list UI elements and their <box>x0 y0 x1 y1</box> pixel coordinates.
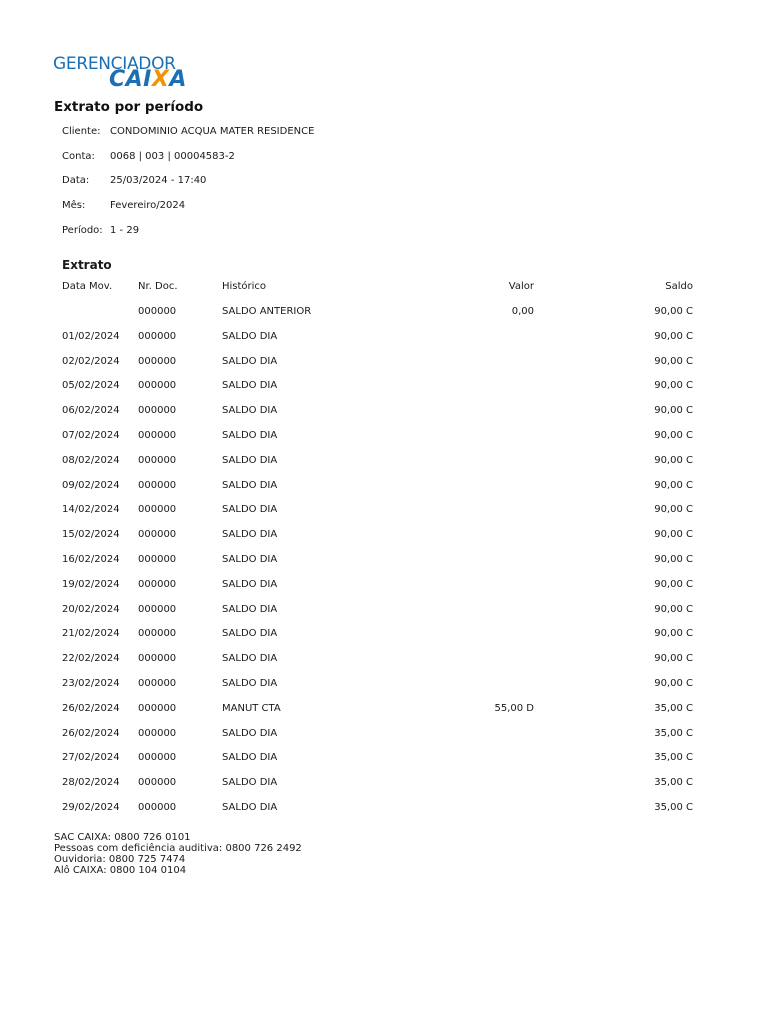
cell-history: SALDO DIA <box>222 678 278 689</box>
table-row <box>0 678 768 692</box>
footer-line: Alô CAIXA: 0800 104 0104 <box>54 865 187 876</box>
info-row <box>62 225 139 236</box>
cell-history: SALDO DIA <box>222 728 278 739</box>
cell-balance: 90,00 C <box>654 504 693 515</box>
cell-balance: 35,00 C <box>654 802 693 813</box>
cell-balance: 90,00 C <box>654 628 693 639</box>
cell-date: 16/02/2024 <box>62 554 120 565</box>
cell-value: 0,00 <box>511 306 534 317</box>
cell-balance: 90,00 C <box>654 430 693 441</box>
cell-date: 14/02/2024 <box>62 504 120 515</box>
cell-balance: 90,00 C <box>654 604 693 615</box>
cell-history: SALDO DIA <box>222 356 278 367</box>
table-row <box>0 480 768 494</box>
info-value: 1 - 29 <box>110 225 140 236</box>
info-label: Cliente: <box>62 126 101 137</box>
info-value: 0068 | 003 | 00004583-2 <box>110 151 235 162</box>
cell-balance: 90,00 C <box>654 579 693 590</box>
cell-doc: 000000 <box>138 604 177 615</box>
header-doc: Nr. Doc. <box>138 281 178 292</box>
cell-balance: 90,00 C <box>654 356 693 367</box>
info-label: Período: <box>62 225 103 236</box>
cell-doc: 000000 <box>138 628 177 639</box>
cell-history: SALDO DIA <box>222 554 278 565</box>
cell-history: SALDO DIA <box>222 653 278 664</box>
cell-balance: 35,00 C <box>654 703 693 714</box>
table-row <box>0 703 768 717</box>
table-row <box>0 380 768 394</box>
cell-date: 26/02/2024 <box>62 703 120 714</box>
cell-balance: 90,00 C <box>654 380 693 391</box>
cell-history: SALDO DIA <box>222 504 278 515</box>
cell-history: SALDO DIA <box>222 628 278 639</box>
cell-date: 08/02/2024 <box>62 455 120 466</box>
header-value: Valor <box>508 281 534 292</box>
cell-doc: 000000 <box>138 504 177 515</box>
cell-history: SALDO DIA <box>222 529 278 540</box>
table-row <box>0 752 768 766</box>
cell-date: 27/02/2024 <box>62 752 120 763</box>
cell-doc: 000000 <box>138 752 177 763</box>
table-row <box>0 430 768 444</box>
cell-balance: 35,00 C <box>654 777 693 788</box>
cell-history: SALDO DIA <box>222 455 278 466</box>
cell-history: SALDO DIA <box>222 752 278 763</box>
cell-date: 23/02/2024 <box>62 678 120 689</box>
cell-date: 15/02/2024 <box>62 529 120 540</box>
logo-caixa-part-a: CAI <box>109 67 152 92</box>
cell-doc: 000000 <box>138 802 177 813</box>
footer-line: Ouvidoria: 0800 725 7474 <box>54 854 186 865</box>
table-row <box>0 504 768 518</box>
cell-history: SALDO DIA <box>222 331 278 342</box>
info-label: Data: <box>62 175 90 186</box>
cell-balance: 90,00 C <box>654 306 693 317</box>
table-row <box>0 306 768 320</box>
logo-line-gerenciador: GERENCIADOR <box>53 54 176 74</box>
cell-history: SALDO DIA <box>222 430 278 441</box>
cell-doc: 000000 <box>138 728 177 739</box>
table-row <box>0 653 768 667</box>
cell-date: 26/02/2024 <box>62 728 120 739</box>
cell-doc: 000000 <box>138 529 177 540</box>
info-row <box>62 175 206 186</box>
cell-history: SALDO DIA <box>222 405 278 416</box>
header-date: Data Mov. <box>62 281 113 292</box>
info-value: Fevereiro/2024 <box>110 200 186 211</box>
header-history: Histórico <box>222 281 267 292</box>
cell-balance: 90,00 C <box>654 653 693 664</box>
footer-line: Pessoas com deficiência auditiva: 0800 726 2492 <box>54 843 302 854</box>
cell-balance: 35,00 C <box>654 752 693 763</box>
cell-balance: 90,00 C <box>654 455 693 466</box>
info-row <box>62 200 185 211</box>
cell-date: 06/02/2024 <box>62 405 120 416</box>
cell-balance: 35,00 C <box>654 728 693 739</box>
cell-doc: 000000 <box>138 306 177 317</box>
cell-doc: 000000 <box>138 356 177 367</box>
cell-date: 05/02/2024 <box>62 380 120 391</box>
cell-doc: 000000 <box>138 703 177 714</box>
cell-balance: 90,00 C <box>654 480 693 491</box>
table-header <box>0 281 768 295</box>
table-row <box>0 628 768 642</box>
cell-history: SALDO DIA <box>222 579 278 590</box>
cell-doc: 000000 <box>138 455 177 466</box>
cell-balance: 90,00 C <box>654 529 693 540</box>
info-value: 25/03/2024 - 17:40 <box>110 175 207 186</box>
cell-date: 20/02/2024 <box>62 604 120 615</box>
cell-history: SALDO DIA <box>222 480 278 491</box>
cell-doc: 000000 <box>138 653 177 664</box>
info-label: Mês: <box>62 200 86 211</box>
cell-doc: 000000 <box>138 380 177 391</box>
table-row <box>0 728 768 742</box>
cell-balance: 90,00 C <box>654 405 693 416</box>
section-title-extrato: Extrato <box>62 258 112 272</box>
logo-caixa-part-b: A <box>169 67 187 92</box>
cell-doc: 000000 <box>138 405 177 416</box>
header-balance: Saldo <box>665 281 693 292</box>
cell-date: 07/02/2024 <box>62 430 120 441</box>
table-row <box>0 455 768 469</box>
table-row <box>0 331 768 345</box>
table-row <box>0 405 768 419</box>
cell-history: SALDO DIA <box>222 802 278 813</box>
cell-value: 55,00 D <box>494 703 534 714</box>
cell-history: MANUT CTA <box>222 703 281 714</box>
info-label: Conta: <box>62 151 95 162</box>
cell-balance: 90,00 C <box>654 678 693 689</box>
table-row <box>0 356 768 370</box>
gerenciador-caixa-logo <box>53 54 203 94</box>
cell-date: 22/02/2024 <box>62 653 120 664</box>
cell-date: 29/02/2024 <box>62 802 120 813</box>
info-value: CONDOMINIO ACQUA MATER RESIDENCE <box>110 126 315 137</box>
table-row <box>0 777 768 791</box>
cell-doc: 000000 <box>138 678 177 689</box>
cell-history: SALDO DIA <box>222 604 278 615</box>
page-title: Extrato por período <box>54 99 204 115</box>
cell-balance: 90,00 C <box>654 331 693 342</box>
cell-history: SALDO DIA <box>222 777 278 788</box>
table-row <box>0 529 768 543</box>
footer-contacts <box>54 832 302 876</box>
table-row <box>0 579 768 593</box>
logo-caixa-x: X <box>151 67 170 92</box>
info-row <box>62 126 314 137</box>
cell-date: 19/02/2024 <box>62 579 120 590</box>
cell-date: 09/02/2024 <box>62 480 120 491</box>
cell-doc: 000000 <box>138 331 177 342</box>
cell-doc: 000000 <box>138 554 177 565</box>
cell-history: SALDO ANTERIOR <box>222 306 312 317</box>
footer-line: SAC CAIXA: 0800 726 0101 <box>54 832 191 843</box>
cell-doc: 000000 <box>138 777 177 788</box>
cell-doc: 000000 <box>138 480 177 491</box>
cell-date: 28/02/2024 <box>62 777 120 788</box>
cell-doc: 000000 <box>138 579 177 590</box>
cell-date: 21/02/2024 <box>62 628 120 639</box>
cell-date: 02/02/2024 <box>62 356 120 367</box>
logo-line-caixa <box>109 68 187 92</box>
cell-doc: 000000 <box>138 430 177 441</box>
table-row <box>0 554 768 568</box>
cell-date: 01/02/2024 <box>62 331 120 342</box>
cell-history: SALDO DIA <box>222 380 278 391</box>
info-row <box>62 151 235 162</box>
cell-balance: 90,00 C <box>654 554 693 565</box>
table-row <box>0 802 768 816</box>
table-row <box>0 604 768 618</box>
